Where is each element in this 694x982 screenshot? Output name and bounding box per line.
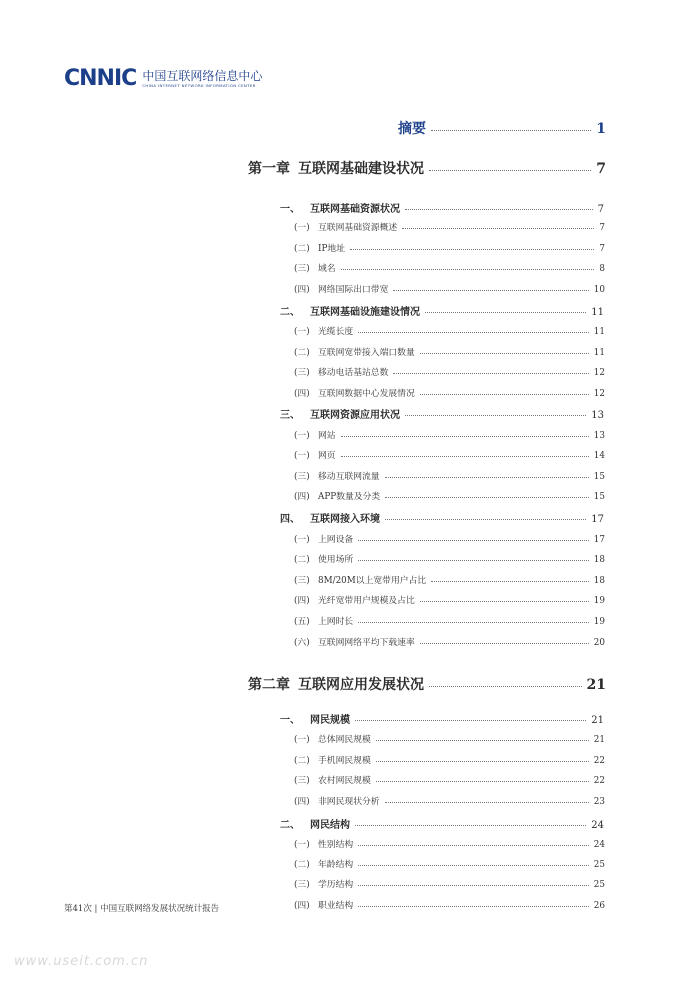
dot-leader <box>420 353 589 354</box>
toc-page-number: 11 <box>593 348 605 358</box>
toc-page-number: 7 <box>599 223 605 233</box>
toc-page-number: 19 <box>593 596 605 606</box>
toc-entry-title: 性别结构 <box>318 840 354 850</box>
page-footer: 第41次 | 中国互联网络发展状况统计报告 <box>64 904 220 914</box>
toc-entry-number: (三) <box>294 880 310 890</box>
dot-leader <box>341 436 589 437</box>
toc-page-number: 17 <box>591 514 604 525</box>
toc-entry-title: 互联网基础资源状况 <box>310 204 400 215</box>
toc-page-number: 7 <box>597 204 604 215</box>
toc-entry-sub[interactable] <box>294 282 605 295</box>
toc-entry-section[interactable] <box>280 711 604 726</box>
toc-entry-section[interactable] <box>280 816 604 831</box>
toc-entry-number: 一、 <box>280 715 300 726</box>
dot-leader <box>420 394 589 395</box>
toc-entry-section[interactable] <box>280 303 604 318</box>
toc-entry-sub[interactable] <box>294 469 605 482</box>
watermark: www.useit.com.cn <box>14 954 149 969</box>
toc-entry-title: 手机网民规模 <box>318 756 371 766</box>
toc-entry-title: 网民规模 <box>310 715 350 726</box>
toc-page-number: 17 <box>593 535 605 545</box>
toc-page-number: 19 <box>593 617 605 627</box>
toc-page-number: 21 <box>586 677 606 693</box>
toc-entry-title: 使用场所 <box>318 555 354 565</box>
dot-leader <box>376 761 589 762</box>
toc-entry-number: 第一章 <box>248 161 290 177</box>
toc-entry-sub[interactable] <box>294 794 605 807</box>
toc-entry-section[interactable] <box>280 510 604 525</box>
toc-page-number: 12 <box>593 389 605 399</box>
toc-entry-sub[interactable] <box>294 753 605 766</box>
toc-entry-sub[interactable] <box>294 532 605 545</box>
dot-leader <box>355 720 586 721</box>
toc-entry-number: (三) <box>294 472 310 482</box>
toc-entry-title: 互联网宽带接入端口数量 <box>318 348 415 358</box>
logo-mark: CNNIC <box>64 66 137 91</box>
toc-entry-number: (六) <box>294 638 310 648</box>
dot-leader <box>358 332 589 333</box>
toc-entry-number: (二) <box>294 756 310 766</box>
toc-entry-title: 互联网基础设施建设情况 <box>310 307 420 318</box>
toc-entry-sub[interactable] <box>294 241 605 254</box>
toc-page-number: 12 <box>593 368 605 378</box>
toc-entry-sub[interactable] <box>294 635 605 648</box>
dot-leader <box>420 643 589 644</box>
toc-entry-number: (一) <box>294 535 310 545</box>
toc-entry-number: (一) <box>294 223 310 233</box>
toc-entry-sub[interactable] <box>294 489 605 502</box>
toc-entry-sub[interactable] <box>294 573 605 586</box>
toc-entry-number: (三) <box>294 776 310 786</box>
dot-leader <box>385 519 586 520</box>
toc-page-number: 1 <box>596 121 606 137</box>
dot-leader <box>405 415 586 416</box>
toc-entry-title: 互联网基础建设状况 <box>298 161 424 177</box>
toc-entry-title: IP地址 <box>318 244 345 254</box>
toc-entry-number: (五) <box>294 617 310 627</box>
dot-leader <box>405 209 593 210</box>
toc-page-number: 13 <box>591 410 604 421</box>
dot-leader <box>341 269 595 270</box>
toc-page-number: 24 <box>593 840 605 850</box>
toc-page-number: 23 <box>593 797 605 807</box>
dot-leader <box>431 130 591 131</box>
toc-entry-sub[interactable] <box>294 365 605 378</box>
logo-chinese-name: 中国互联网络信息中心 <box>142 68 263 83</box>
toc-entry-title: 农村网民规模 <box>318 776 371 786</box>
toc-entry-number: 二、 <box>280 307 300 318</box>
toc-page-number: 14 <box>593 451 605 461</box>
toc-entry-number: (一) <box>294 840 310 850</box>
toc-entry-sub[interactable] <box>294 877 605 890</box>
dot-leader <box>358 540 589 541</box>
toc-entry-abstract[interactable] <box>398 118 606 138</box>
dot-leader <box>385 497 589 498</box>
toc-entry-title: 摘要 <box>398 121 426 137</box>
toc-entry-number: (四) <box>294 492 310 502</box>
toc-page-number: 18 <box>593 555 605 565</box>
toc-entry-sub[interactable] <box>294 837 605 850</box>
toc-entry-number: (四) <box>294 596 310 606</box>
toc-entry-title: 网络国际出口带宽 <box>318 285 389 295</box>
toc-page-number: 15 <box>593 472 605 482</box>
dot-leader <box>431 581 589 582</box>
toc-entry-sub[interactable] <box>294 857 605 870</box>
toc-entry-title: 网页 <box>318 451 336 461</box>
dot-leader <box>358 885 589 886</box>
dot-leader <box>393 373 588 374</box>
toc-entry-number: (二) <box>294 244 310 254</box>
toc-entry-sub[interactable] <box>294 898 605 911</box>
toc-entry-number: 二、 <box>280 820 300 831</box>
toc-entry-number: (四) <box>294 901 310 911</box>
dot-leader <box>341 456 589 457</box>
toc-page-number: 26 <box>593 901 605 911</box>
toc-page-number: 25 <box>593 860 605 870</box>
toc-page-number: 7 <box>599 244 605 254</box>
toc-entry-number: (四) <box>294 285 310 295</box>
toc-entry-title: 移动电话基站总数 <box>318 368 389 378</box>
toc-page-number: 18 <box>593 576 605 586</box>
toc-entry-title: 总体网民规模 <box>318 735 371 745</box>
toc-entry-title: 域名 <box>318 264 336 274</box>
toc-entry-sub[interactable] <box>294 448 605 461</box>
toc-entry-title: 光纤宽带用户规模及占比 <box>318 596 415 606</box>
dot-leader <box>355 825 586 826</box>
toc-entry-title: 移动互联网流量 <box>318 472 380 482</box>
dot-leader <box>429 170 591 171</box>
toc-page-number: 8 <box>599 264 605 274</box>
toc-entry-sub[interactable] <box>294 593 605 606</box>
toc-entry-number: (三) <box>294 368 310 378</box>
toc-page-number: 21 <box>591 715 604 726</box>
toc-entry-number: (四) <box>294 389 310 399</box>
toc-entry-number: (一) <box>294 431 310 441</box>
toc-entry-section[interactable] <box>280 406 604 421</box>
toc-page-number: 22 <box>593 756 605 766</box>
toc-entry-number: (三) <box>294 264 310 274</box>
dot-leader <box>402 228 594 229</box>
toc-entry-title: 互联网资源应用状况 <box>310 410 400 421</box>
toc-entry-title: 学历结构 <box>318 880 354 890</box>
dot-leader <box>376 781 589 782</box>
dot-leader <box>358 845 589 846</box>
toc-entry-title: 年龄结构 <box>318 860 354 870</box>
toc-entry-number: 一、 <box>280 204 300 215</box>
dot-leader <box>358 906 589 907</box>
toc-entry-number: (二) <box>294 555 310 565</box>
toc-entry-title: 互联网应用发展状况 <box>298 677 424 693</box>
toc-entry-number: 三、 <box>280 410 300 421</box>
dot-leader <box>350 249 594 250</box>
toc-page-number: 25 <box>593 880 605 890</box>
toc-entry-title: 互联网接入环境 <box>310 514 380 525</box>
toc-entry-title: 互联网网络平均下载速率 <box>318 638 415 648</box>
dot-leader <box>385 802 589 803</box>
toc-entry-title: 上网设备 <box>318 535 354 545</box>
toc-page-number: 15 <box>593 492 605 502</box>
toc-page-number: 13 <box>593 431 605 441</box>
toc-entry-sub[interactable] <box>294 428 605 441</box>
dot-leader <box>425 312 586 313</box>
logo-english-name: CHINA INTERNET NETWORK INFORMATION CENTER <box>142 82 256 88</box>
dot-leader <box>420 601 589 602</box>
toc-page-number: 7 <box>596 161 606 177</box>
toc-entry-number: 四、 <box>280 514 300 525</box>
toc-page-number: 11 <box>593 327 605 337</box>
dot-leader <box>358 560 589 561</box>
toc-entry-title: 网站 <box>318 431 336 441</box>
toc-entry-sub[interactable] <box>294 324 605 337</box>
toc-page-number: 21 <box>593 735 605 745</box>
dot-leader <box>393 290 588 291</box>
toc-entry-number: 第二章 <box>248 677 290 693</box>
toc-entry-title: 光缆长度 <box>318 327 354 337</box>
toc-entry-sub[interactable] <box>294 345 605 358</box>
dot-leader <box>385 477 589 478</box>
toc-entry-title: 互联网数据中心发展情况 <box>318 389 415 399</box>
toc-entry-sub[interactable] <box>294 261 605 274</box>
toc-entry-title: 互联网基础资源概述 <box>318 223 398 233</box>
dot-leader <box>358 865 589 866</box>
toc-entry-title: 职业结构 <box>318 901 354 911</box>
toc-entry-sub[interactable] <box>294 552 605 565</box>
toc-entry-number: (四) <box>294 797 310 807</box>
toc-entry-section[interactable] <box>280 200 604 215</box>
toc-entry-chapter[interactable] <box>248 674 606 694</box>
toc-entry-number: (三) <box>294 576 310 586</box>
toc-entry-number: (一) <box>294 327 310 337</box>
toc-entry-number: (一) <box>294 451 310 461</box>
toc-entry-sub[interactable] <box>294 220 605 233</box>
toc-entry-chapter[interactable] <box>248 158 606 178</box>
toc-entry-number: (二) <box>294 348 310 358</box>
toc-page-number: 10 <box>593 285 605 295</box>
dot-leader <box>376 740 589 741</box>
toc-page-number: 24 <box>591 820 604 831</box>
toc-entry-title: APP数量及分类 <box>318 492 381 502</box>
toc-page-number: 22 <box>593 776 605 786</box>
toc-entry-sub[interactable] <box>294 614 605 627</box>
toc-entry-number: (二) <box>294 860 310 870</box>
toc-page-number: 11 <box>591 307 604 318</box>
toc-entry-title: 8M/20M以上宽带用户占比 <box>318 576 427 586</box>
toc-entry-title: 上网时长 <box>318 617 354 627</box>
toc-entry-sub[interactable] <box>294 773 605 786</box>
toc-entry-number: (一) <box>294 735 310 745</box>
toc-entry-sub[interactable] <box>294 732 605 745</box>
toc-entry-sub[interactable] <box>294 386 605 399</box>
toc-page-number: 20 <box>593 638 605 648</box>
dot-leader <box>358 622 589 623</box>
dot-leader <box>429 686 582 687</box>
toc-entry-title: 网民结构 <box>310 820 350 831</box>
toc-entry-title: 非网民现状分析 <box>318 797 380 807</box>
